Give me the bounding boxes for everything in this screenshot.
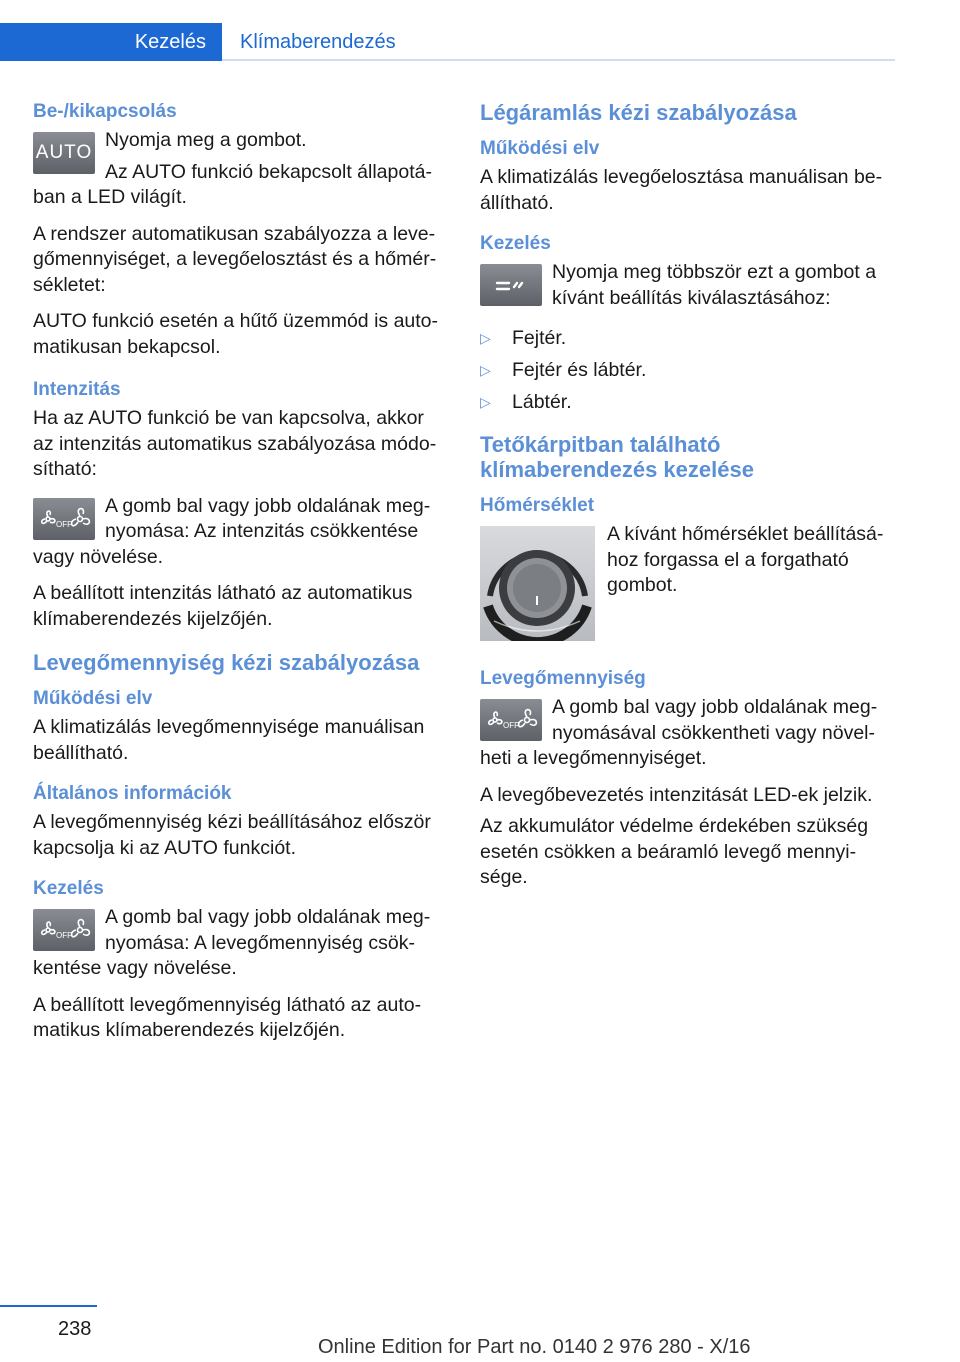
heading-levegomennyiseg-kezi: Levegőmennyiség kézi szabályozása [33,650,420,675]
left-column [33,100,448,1055]
fan-off-icon [33,498,95,540]
paragraph: A gomb bal vagy jobb oldalának megnyomásával csökkentheti vagy növelheti a levegőmennyiséget. [480,696,878,769]
paragraph: Nyomja meg többször ezt a gombot a kívánt beállítás kiválasztásához: [552,261,877,309]
heading-kezeles: Kezelés [33,878,104,899]
paragraph: A beállított levegőmennyiség látható az automatikus klímaberendezés kijelzőjén. [33,993,422,1041]
air-distribution-icon [480,264,542,306]
svg-text:OFF: OFF [56,931,72,940]
paragraph: A beállított intenzitás látható az automatikus klímaberendezés kijelzőjén. [33,582,413,630]
heading-mukodesi-elv: Működési elv [480,138,600,159]
right-column [480,100,895,902]
heading-homerseklet: Hőmérséklet [480,495,595,516]
svg-text:OFF: OFF [56,519,72,529]
paragraph: A klimatizálás levegőelosztása manuálisan beállítható. [480,166,883,214]
distribution-block [480,260,895,322]
triangle-bullet-icon: ▷ [480,394,491,410]
distribution-options-list [480,322,895,418]
footer-divider [0,1305,97,1307]
svg-text:OFF: OFF [503,721,519,730]
heading-levegomennyiseg: Levegőmennyiség [480,668,646,689]
edition-text: Online Edition for Part no. 0140 2 976 280 - X/16 [318,1336,751,1358]
paragraph: Ha az AUTO funkció be van kapcsolva, akkor az intenzitás automatikus szabályozása módosítható: [33,407,437,480]
temperature-block [480,522,895,647]
page-number: 238 [58,1318,92,1340]
paragraph: A gomb bal vagy jobb oldalának megnyomása: A levegőmennyiség csökkentése vagy növelése. [33,906,431,979]
heading-tetokarpit: Tetőkárpitban található klímaberendezés kezelése [480,432,754,482]
paragraph: A levegőbevezetés intenzitását LED-ek jelzik. [480,783,873,806]
heading-legaramlas-kezi: Légáramlás kézi szabályozása [480,100,797,125]
airflow-block [33,905,448,982]
fan-off-icon [480,699,542,741]
airflow-roof-block [480,695,895,772]
fan-off-icon [33,909,95,951]
paragraph: A rendszer automatikusan szabályozza a levegőmennyiséget, a levegőelosztást és a hőmérsékletet: [33,222,437,296]
rotary-knob-image [480,526,595,641]
heading-be-kikapcsolas: Be-/kikapcsolás [33,101,177,122]
paragraph: Nyomja meg a gombot. [105,129,307,151]
paragraph: A kívánt hőmérséklet beállításához forgassa el a forgatható gombot. [607,523,884,596]
paragraph: Az akkumulátor védelme érdekében szükség esetén csökken a beáramló levegő mennyisége. [480,815,869,888]
list-item: ▷ Fejtér. [480,322,895,354]
list-item: ▷ Fejtér és lábtér. [480,354,895,386]
list-item: ▷ Lábtér. [480,386,895,418]
tab-kezeles[interactable]: Kezelés [0,23,222,61]
auto-button-icon: AUTO [33,132,95,174]
tab-klimaberendezes[interactable]: Klímaberendezés [240,30,396,53]
header-tabs [0,23,396,61]
heading-altalanos-informaciok: Általános információk [33,783,232,804]
paragraph: A levegőmennyiség kézi beállításához először kapcsolja ki az AUTO funkciót. [33,811,431,859]
header-divider [222,59,895,61]
heading-kezeles: Kezelés [480,233,551,254]
paragraph: A gomb bal vagy jobb oldalának megnyomása: Az intenzitás csökkentése vagy növelése. [33,494,431,568]
intensity-block [33,494,448,571]
paragraph: A klimatizálás levegőmennyisége manuálisan beállítható. [33,716,425,764]
paragraph: AUTO funkció esetén a hűtő üzemmód is automatikusan bekapcsol. [33,310,439,358]
heading-mukodesi-elv: Működési elv [33,688,153,709]
triangle-bullet-icon: ▷ [480,362,491,378]
triangle-bullet-icon: ▷ [480,330,491,346]
heading-intenzitas: Intenzitás [33,379,121,400]
auto-block [33,128,448,211]
paragraph: Az AUTO funkció bekapcsolt állapotában a LED világít. [33,160,432,208]
